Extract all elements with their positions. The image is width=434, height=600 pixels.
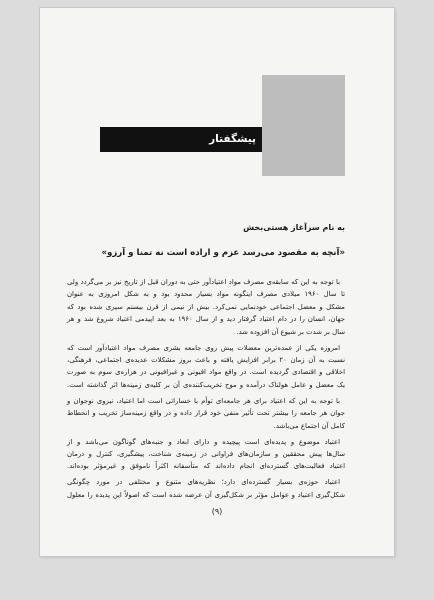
text-line: کامل آن اجتماع می‌باشد. bbox=[273, 421, 345, 430]
chapter-title: پیشگفتار bbox=[209, 133, 256, 145]
text-line: مشکل و معضل اجتماعی خودنمایی نمی‌کرد. بیش از نیمی از قرن بیستم سپری شده بود که bbox=[67, 302, 345, 311]
text-line: یک معضل و عامل هولناک درآمده و موج تخریب‌کننده‌ی آن بر کلیه‌ی زمینه‌ها اثر گذاشته است. bbox=[67, 380, 345, 389]
text-line: سال‌ها پیش محققین و سازمان‌های فراوانی در زمینه‌ی شناخت، پیشگیری، کنترل و درمان bbox=[67, 450, 345, 459]
text-line: شکل‌گیری اعتیاد و عوامل مؤثر بر شکل‌گیری آن عرضه شده است که اصولاً این پدیده را معلول bbox=[67, 490, 345, 499]
text-line: سال بر شدت بر شیوع آن افزوده شد. bbox=[236, 327, 345, 336]
text-line: اخلاقی و اقتصادی گردیده است. در واقع مواد افیونی و غیرافیونی در هزاره‌ی سوم به صورت bbox=[67, 368, 345, 377]
invocation-line: به نام سرآغاز هستی‌بخش bbox=[243, 223, 345, 232]
epigraph-quote: «آنچه به مقصود می‌رسد عزم و اراده است نه تمنا و آرزو» bbox=[101, 248, 345, 258]
text-line: تا سال ۱۹۶۰ میلادی مصرف اینگونه مواد بسیار محدود بود و به شکل امروزی به عنوان bbox=[67, 290, 346, 299]
paragraph bbox=[67, 436, 345, 473]
page-number: (۹) bbox=[211, 507, 223, 516]
paragraph bbox=[67, 476, 345, 501]
header-black-bar bbox=[100, 127, 262, 152]
text-line: اعتیاد حوزه‌ی بسیار گسترده‌ای دارد؛ نظریه‌های متنوع و مختلفی در مورد چگونگی bbox=[67, 478, 340, 487]
text-line: جهان، انسان را در دام اعتیاد گرفتار دید و از سال ۱۹۶۰ به بعد اپیدمی اعتیاد شروع شد و هر bbox=[67, 315, 345, 324]
text-line: جوان هر جامعه را بیشتر تحت تأثیر منفی خود قرار داده و در واقع زمینه‌ساز تخریب و انحطاط bbox=[67, 409, 345, 418]
text-line: اعتیاد فعالیت‌های گسترده‌ای انجام داده‌اند که متأسفانه اکثراً ناموفق و غیرمؤثر بوده‌اند. bbox=[67, 462, 345, 471]
text-line: نسبت به آن زمان ۲۰ برابر افزایش یافته و باعث بروز مشکلات عدیده‌ی اجتماعی، فرهنگی، bbox=[67, 356, 346, 365]
paragraph bbox=[67, 395, 345, 432]
body-text bbox=[67, 276, 345, 505]
text-line: امروزه یکی از عمده‌ترین معضلات پیش روی جامعه بشری مصرف مواد اعتیادآور است که bbox=[67, 343, 340, 352]
paragraph bbox=[67, 342, 345, 392]
text-line: اعتیاد موضوع و پدیده‌ای است پیچیده و دارای ابعاد و جنبه‌های گوناگون می‌باشد و از bbox=[67, 437, 340, 446]
text-line: با توجه به این که اعتیاد برای هر جامعه‌ای توأم با خساراتی است اما اعتیاد، نیروی نوجوان و bbox=[67, 396, 340, 405]
text-line: با توجه به این که سابقه‌ی مصرف مواد اعتیادآور حتی به دوران قبل از تاریخ نیز بر می‌گردد ولی bbox=[67, 278, 340, 286]
header-gray-block bbox=[262, 75, 345, 176]
paragraph bbox=[67, 276, 345, 338]
book-page bbox=[40, 8, 394, 556]
